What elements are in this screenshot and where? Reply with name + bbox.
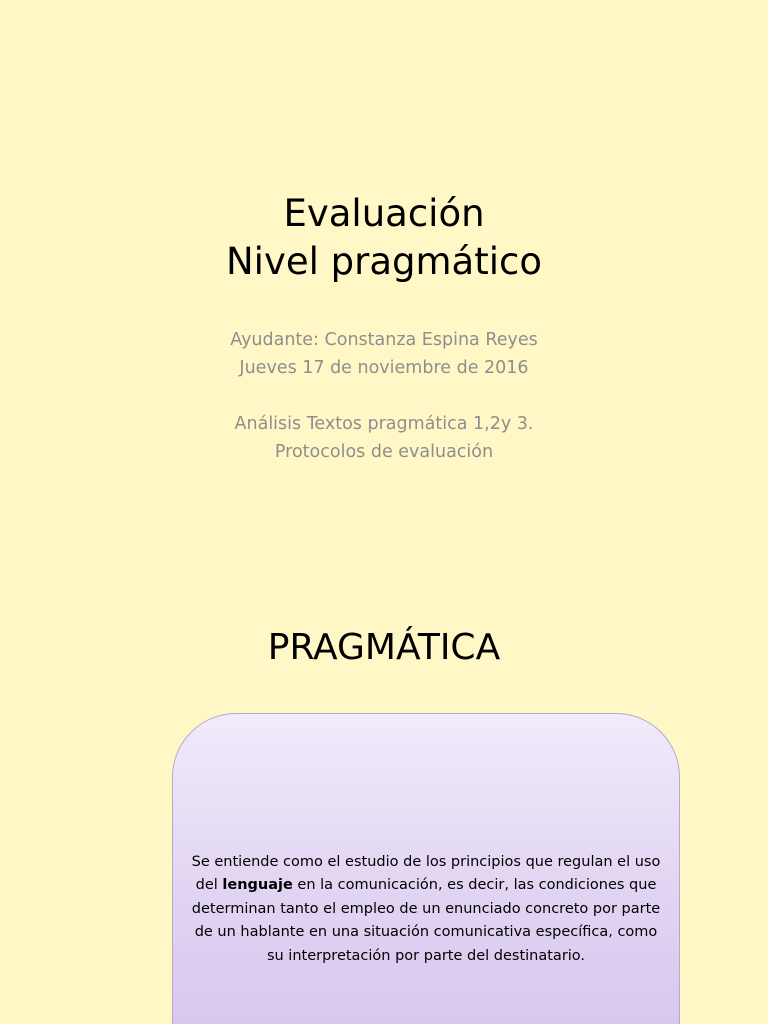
definition-bold-term: lenguaje <box>222 877 293 893</box>
definition-part-2: en la comunicación, es decir, las condiciones que determinan tanto el empleo de un enunciado concreto por parte de un hablante en una situación comunicativa específica, como su interpretación por parte del destinatario. <box>191 877 661 964</box>
subtitle-analysis: Análisis Textos pragmática 1,2y 3. <box>234 414 534 434</box>
definition-text <box>191 851 661 969</box>
subtitle-protocols: Protocolos de evaluación <box>274 442 494 462</box>
title-line-1: Evaluación <box>283 192 485 235</box>
slide-subtitle <box>0 326 768 466</box>
title-line-2: Nivel pragmático <box>226 240 542 283</box>
slide-title <box>0 190 768 286</box>
definition-box <box>172 713 680 1024</box>
subtitle-date: Jueves 17 de noviembre de 2016 <box>239 358 529 378</box>
pragmatics-heading: PRAGMÁTICA <box>267 627 501 668</box>
subtitle-assistant: Ayudante: Constanza Espina Reyes <box>230 330 538 350</box>
definition-part-1: Se entiende como el estudio de los principios que regulan el uso del <box>191 853 661 893</box>
subtitle-spacer <box>0 382 768 410</box>
pragmatics-slide <box>0 580 768 1024</box>
